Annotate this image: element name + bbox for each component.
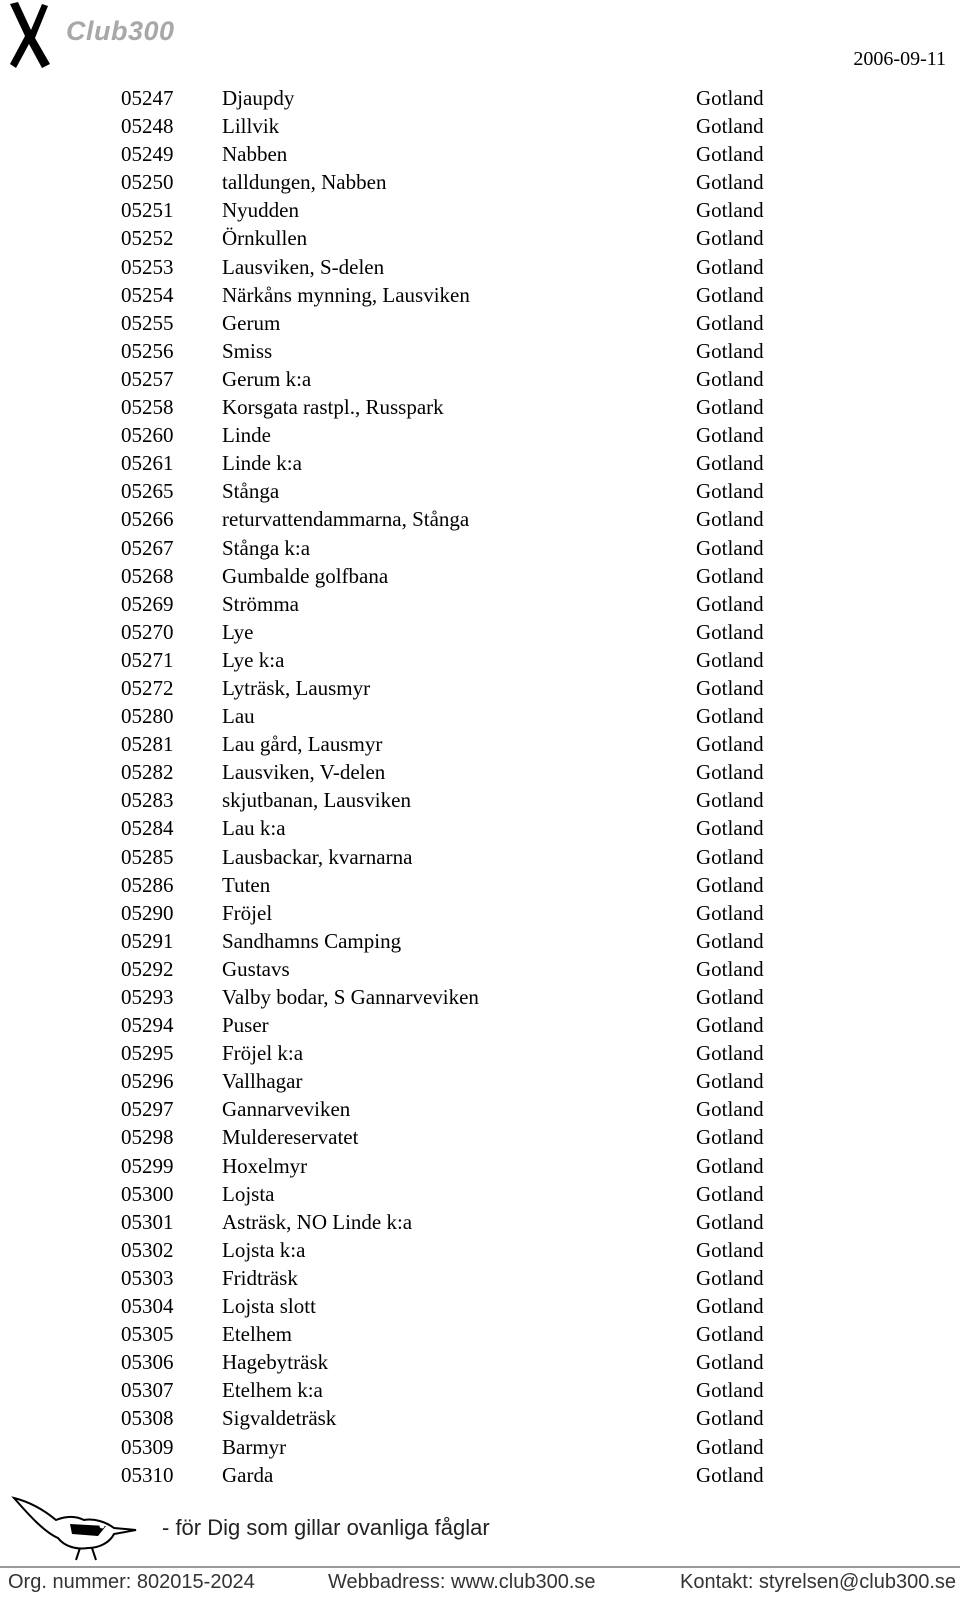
site-region: Gotland xyxy=(696,788,764,813)
site-region: Gotland xyxy=(696,1153,764,1178)
list-row xyxy=(0,1461,960,1489)
site-id: 05266 xyxy=(121,507,174,532)
site-id: 05304 xyxy=(121,1294,174,1319)
site-id: 05292 xyxy=(121,956,174,981)
site-id: 05307 xyxy=(121,1378,174,1403)
site-region: Gotland xyxy=(696,563,764,588)
site-region: Gotland xyxy=(696,507,764,532)
list-row xyxy=(0,449,960,477)
site-name: Lojsta k:a xyxy=(222,1237,306,1262)
list-row xyxy=(0,843,960,871)
site-region: Gotland xyxy=(696,1322,764,1347)
site-name: Valby bodar, S Gannarveviken xyxy=(222,985,479,1009)
list-row xyxy=(0,1348,960,1376)
site-id: 05257 xyxy=(121,366,174,391)
list-row xyxy=(0,871,960,899)
tagline: - för Dig som gillar ovanliga fåglar xyxy=(162,1515,490,1540)
list-row xyxy=(0,618,960,646)
list-row xyxy=(0,1376,960,1404)
site-region: Gotland xyxy=(696,310,764,335)
site-name: Lillvik xyxy=(222,114,280,139)
site-name: returvattendammarna, Stånga xyxy=(222,507,470,532)
list-row xyxy=(0,814,960,842)
site-region: Gotland xyxy=(696,591,764,616)
site-region: Gotland xyxy=(696,1237,764,1262)
site-id: 05310 xyxy=(121,1462,174,1487)
site-name: Fridträsk xyxy=(222,1265,298,1290)
site-region: Gotland xyxy=(696,956,764,981)
list-row xyxy=(0,983,960,1011)
site-id: 05300 xyxy=(121,1181,174,1206)
list-row xyxy=(0,1208,960,1236)
bird-icon xyxy=(10,1492,158,1562)
site-name: Vallhagar xyxy=(222,1069,303,1094)
list-row xyxy=(0,140,960,168)
site-name: Nyudden xyxy=(222,198,299,223)
site-region: Gotland xyxy=(696,900,764,925)
site-name: Gannarveviken xyxy=(222,1097,351,1122)
list-row xyxy=(0,1236,960,1264)
site-id: 05254 xyxy=(121,282,174,307)
site-region: Gotland xyxy=(696,647,764,672)
site-name: Lausbackar, kvarnarna xyxy=(222,844,413,869)
site-region: Gotland xyxy=(696,619,764,644)
site-region: Gotland xyxy=(696,451,764,476)
site-id: 05256 xyxy=(121,338,174,363)
site-name: Lye k:a xyxy=(222,647,285,672)
site-name: Gerum k:a xyxy=(222,366,312,391)
site-id: 05251 xyxy=(121,198,174,223)
site-name: Hagebyträsk xyxy=(222,1350,329,1375)
footer-divider xyxy=(0,1566,960,1568)
site-id: 05250 xyxy=(121,170,174,195)
site-name: Lausviken, S-delen xyxy=(222,254,385,279)
site-name: Örnkullen xyxy=(222,226,308,251)
site-region: Gotland xyxy=(696,338,764,363)
site-id: 05291 xyxy=(121,928,174,953)
site-region: Gotland xyxy=(696,1181,764,1206)
site-region: Gotland xyxy=(696,1294,764,1319)
site-id: 05270 xyxy=(121,619,174,644)
list-row xyxy=(0,1123,960,1151)
site-name: Lyträsk, Lausmyr xyxy=(222,675,371,700)
site-id: 05281 xyxy=(121,732,174,757)
site-name: Lojsta xyxy=(222,1181,275,1206)
site-name: Lausviken, V-delen xyxy=(222,760,386,785)
site-region: Gotland xyxy=(696,1041,764,1066)
site-id: 05265 xyxy=(121,479,174,504)
site-id: 05249 xyxy=(121,142,174,167)
list-row xyxy=(0,477,960,505)
footer xyxy=(0,1571,960,1595)
site-name: Tuten xyxy=(222,872,271,897)
site-id: 05283 xyxy=(121,788,174,813)
list-row xyxy=(0,281,960,309)
list-row xyxy=(0,168,960,196)
list-row xyxy=(0,927,960,955)
site-list xyxy=(0,84,960,1489)
site-name: Puser xyxy=(222,1013,269,1038)
list-row xyxy=(0,702,960,730)
site-id: 05272 xyxy=(121,675,174,700)
contact-email: Kontakt: styrelsen@club300.se xyxy=(680,1571,957,1593)
list-row xyxy=(0,337,960,365)
x-logo-icon xyxy=(4,0,56,70)
site-name: skjutbanan, Lausviken xyxy=(222,788,411,813)
list-row xyxy=(0,899,960,927)
list-row xyxy=(0,1433,960,1461)
list-row xyxy=(0,421,960,449)
site-name: Lau xyxy=(222,704,255,729)
site-id: 05297 xyxy=(121,1097,174,1122)
site-name: Etelhem xyxy=(222,1322,292,1347)
list-row xyxy=(0,562,960,590)
list-row xyxy=(0,1095,960,1123)
list-row xyxy=(0,309,960,337)
list-row xyxy=(0,253,960,281)
site-id: 05301 xyxy=(121,1209,174,1234)
site-id: 05269 xyxy=(121,591,174,616)
site-id: 05253 xyxy=(121,254,174,279)
site-name: talldungen, Nabben xyxy=(222,170,387,195)
site-name: Garda xyxy=(222,1462,274,1487)
site-name: Hoxelmyr xyxy=(222,1153,308,1178)
site-region: Gotland xyxy=(696,1434,764,1459)
list-row xyxy=(0,1039,960,1067)
site-id: 05306 xyxy=(121,1350,174,1375)
site-id: 05294 xyxy=(121,1013,174,1038)
list-row xyxy=(0,955,960,983)
site-region: Gotland xyxy=(696,1209,764,1234)
list-row xyxy=(0,534,960,562)
site-name: Sandhamns Camping xyxy=(222,928,402,953)
site-name: Lye xyxy=(222,619,254,644)
site-region: Gotland xyxy=(696,226,764,251)
site-name: Barmyr xyxy=(222,1434,287,1459)
site-id: 05285 xyxy=(121,844,174,869)
logo-text: Club300 xyxy=(66,16,175,46)
site-region: Gotland xyxy=(696,282,764,307)
site-region: Gotland xyxy=(696,816,764,841)
list-row xyxy=(0,1152,960,1180)
list-row xyxy=(0,1011,960,1039)
list-row xyxy=(0,365,960,393)
site-region: Gotland xyxy=(696,254,764,279)
site-region: Gotland xyxy=(696,928,764,953)
site-region: Gotland xyxy=(696,844,764,869)
site-region: Gotland xyxy=(696,1406,764,1431)
site-region: Gotland xyxy=(696,732,764,757)
site-id: 05261 xyxy=(121,451,174,476)
site-id: 05280 xyxy=(121,704,174,729)
list-row xyxy=(0,674,960,702)
list-row xyxy=(0,505,960,533)
list-row xyxy=(0,196,960,224)
site-region: Gotland xyxy=(696,1013,764,1038)
site-region: Gotland xyxy=(696,170,764,195)
site-region: Gotland xyxy=(696,142,764,167)
site-region: Gotland xyxy=(696,479,764,504)
site-id: 05298 xyxy=(121,1125,174,1150)
list-row xyxy=(0,84,960,112)
list-row xyxy=(0,1320,960,1348)
site-id: 05303 xyxy=(121,1265,174,1290)
site-region: Gotland xyxy=(696,198,764,223)
site-region: Gotland xyxy=(696,1462,764,1487)
site-name: Gumbalde golfbana xyxy=(222,563,389,588)
site-id: 05252 xyxy=(121,226,174,251)
site-name: Korsgata rastpl., Russpark xyxy=(222,395,444,420)
site-region: Gotland xyxy=(696,1350,764,1375)
list-row xyxy=(0,1292,960,1320)
site-region: Gotland xyxy=(696,1378,764,1403)
site-name: Stånga k:a xyxy=(222,535,311,560)
site-region: Gotland xyxy=(696,86,764,110)
site-name: Etelhem k:a xyxy=(222,1378,323,1403)
org-number: Org. nummer: 802015-2024 xyxy=(8,1571,255,1593)
list-row xyxy=(0,393,960,421)
site-region: Gotland xyxy=(696,395,764,420)
list-row xyxy=(0,224,960,252)
site-id: 05308 xyxy=(121,1406,174,1431)
site-id: 05302 xyxy=(121,1237,174,1262)
site-id: 05284 xyxy=(121,816,174,841)
site-id: 05286 xyxy=(121,872,174,897)
site-region: Gotland xyxy=(696,985,764,1009)
site-id: 05296 xyxy=(121,1069,174,1094)
site-id: 05258 xyxy=(121,395,174,420)
site-name: Nabben xyxy=(222,142,288,167)
site-region: Gotland xyxy=(696,1069,764,1094)
site-name: Asträsk, NO Linde k:a xyxy=(222,1209,413,1234)
site-region: Gotland xyxy=(696,872,764,897)
site-name: Stånga xyxy=(222,479,280,504)
site-region: Gotland xyxy=(696,535,764,560)
site-id: 05293 xyxy=(121,985,174,1009)
site-name: Lau gård, Lausmyr xyxy=(222,732,383,757)
site-id: 05299 xyxy=(121,1153,174,1178)
list-row xyxy=(0,112,960,140)
list-row xyxy=(0,646,960,674)
site-name: Gerum xyxy=(222,310,281,335)
site-name: Lau k:a xyxy=(222,816,286,841)
site-name: Linde k:a xyxy=(222,451,302,476)
site-region: Gotland xyxy=(696,1265,764,1290)
site-region: Gotland xyxy=(696,114,764,139)
site-name: Fröjel xyxy=(222,900,273,925)
site-id: 05268 xyxy=(121,563,174,588)
site-region: Gotland xyxy=(696,675,764,700)
site-id: 05260 xyxy=(121,423,174,448)
site-id: 05290 xyxy=(121,900,174,925)
site-id: 05248 xyxy=(121,114,174,139)
site-region: Gotland xyxy=(696,760,764,785)
site-name: Linde xyxy=(222,423,271,448)
site-region: Gotland xyxy=(696,1125,764,1150)
site-name: Smiss xyxy=(222,338,273,363)
list-row xyxy=(0,1404,960,1432)
site-id: 05271 xyxy=(121,647,174,672)
site-name: Djaupdy xyxy=(222,86,295,110)
site-name: Närkåns mynning, Lausviken xyxy=(222,282,470,307)
document-date: 2006-09-11 xyxy=(853,48,946,70)
list-row xyxy=(0,1180,960,1208)
list-row xyxy=(0,1067,960,1095)
site-region: Gotland xyxy=(696,423,764,448)
club300-logo xyxy=(4,0,214,70)
site-id: 05295 xyxy=(121,1041,174,1066)
site-region: Gotland xyxy=(696,366,764,391)
list-row xyxy=(0,758,960,786)
site-name: Strömma xyxy=(222,591,299,616)
site-id: 05305 xyxy=(121,1322,174,1347)
list-row xyxy=(0,786,960,814)
site-name: Sigvaldeträsk xyxy=(222,1406,337,1431)
list-row xyxy=(0,1264,960,1292)
site-region: Gotland xyxy=(696,1097,764,1122)
site-id: 05282 xyxy=(121,760,174,785)
site-id: 05309 xyxy=(121,1434,174,1459)
site-id: 05267 xyxy=(121,535,174,560)
site-id: 05247 xyxy=(121,86,174,110)
site-id: 05255 xyxy=(121,310,174,335)
site-name: Lojsta slott xyxy=(222,1294,316,1319)
site-name: Muldereservatet xyxy=(222,1125,359,1150)
list-row xyxy=(0,590,960,618)
site-name: Gustavs xyxy=(222,956,290,981)
site-region: Gotland xyxy=(696,704,764,729)
web-address: Webbadress: www.club300.se xyxy=(328,1571,596,1593)
site-name: Fröjel k:a xyxy=(222,1041,304,1066)
list-row xyxy=(0,730,960,758)
